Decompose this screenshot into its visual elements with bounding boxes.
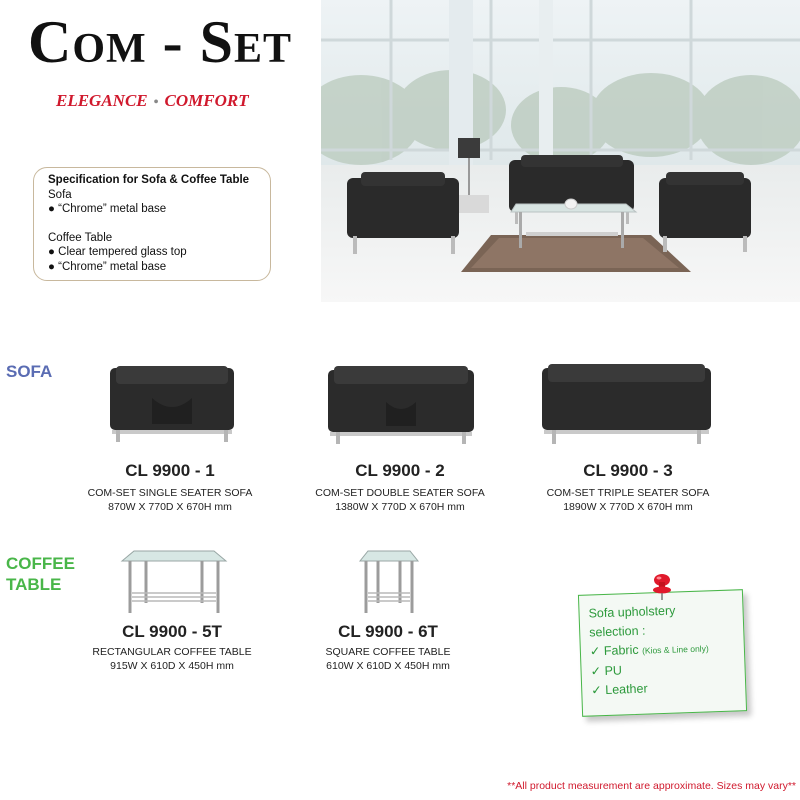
spec-table-item: ● “Chrome” metal base (48, 260, 167, 273)
spec-sofa-title: Sofa (48, 188, 72, 201)
option-label: PU (604, 663, 623, 679)
product-name: COM-SET DOUBLE SEATER SOFA (315, 487, 485, 499)
product-dimensions: 870W X 770D X 670H mm (108, 501, 232, 513)
product-name: SQUARE COFFEE TABLE (325, 646, 451, 658)
specification-box (33, 167, 271, 281)
spec-sofa-item: ● “Chrome” metal base (48, 203, 167, 216)
spec-table-item: ● Clear tempered glass top (48, 246, 187, 259)
table-label-line1: COFFEE (6, 554, 75, 573)
upholstery-option (591, 676, 740, 700)
table-label-line2: TABLE (6, 575, 62, 594)
product-name: COM-SET TRIPLE SEATER SOFA (546, 487, 710, 499)
tagline-separator: • (153, 95, 159, 110)
spec-heading: Specification for Sofa & Coffee Table (48, 174, 250, 186)
product-model: CL 9900 - 6T (338, 622, 438, 641)
product-name: RECTANGULAR COFFEE TABLE (92, 646, 252, 658)
upholstery-title-line1: Sofa upholstery (588, 603, 676, 621)
check-icon: ✓ (590, 664, 602, 679)
product-model: CL 9900 - 3 (583, 461, 673, 480)
brand-tagline (56, 91, 249, 111)
push-pin-icon (648, 572, 678, 602)
showroom-photo (321, 0, 800, 302)
measurement-disclaimer: **All product measurement are approximate. Sizes may vary** (507, 780, 796, 792)
product-model: CL 9900 - 1 (125, 461, 215, 480)
option-label: Fabric (603, 642, 639, 659)
rectangular-coffee-table-image (120, 547, 228, 617)
product-name: COM-SET SINGLE SEATER SOFA (87, 487, 253, 499)
check-icon: ✓ (591, 683, 602, 698)
sofa-section-label: SOFA (6, 362, 53, 381)
option-note: (Kios & Line only) (641, 643, 709, 656)
tagline-elegance: ELEGANCE (56, 91, 148, 110)
single-seater-sofa-image (108, 364, 236, 444)
product-dimensions: 1890W X 770D X 670H mm (563, 501, 693, 513)
tagline-comfort: COMFORT (164, 91, 249, 110)
product-dimensions: 1380W X 770D X 670H mm (335, 501, 465, 513)
triple-seater-sofa-image (540, 362, 713, 446)
upholstery-note (578, 589, 747, 717)
square-coffee-table-image (358, 547, 420, 617)
double-seater-sofa-image (326, 364, 476, 446)
coffee-table-section-label (6, 553, 75, 595)
product-dimensions: 610W X 610D X 450H mm (326, 660, 450, 672)
product-model: CL 9900 - 5T (122, 622, 222, 641)
option-label: Leather (604, 681, 648, 698)
check-icon: ✓ (589, 644, 601, 659)
brand-title: Com - Set (28, 9, 293, 75)
product-model: CL 9900 - 2 (355, 461, 445, 480)
spec-table-title: Coffee Table (48, 231, 113, 244)
product-dimensions: 915W X 610D X 450H mm (110, 660, 234, 672)
upholstery-title-line2: selection : (588, 623, 646, 640)
